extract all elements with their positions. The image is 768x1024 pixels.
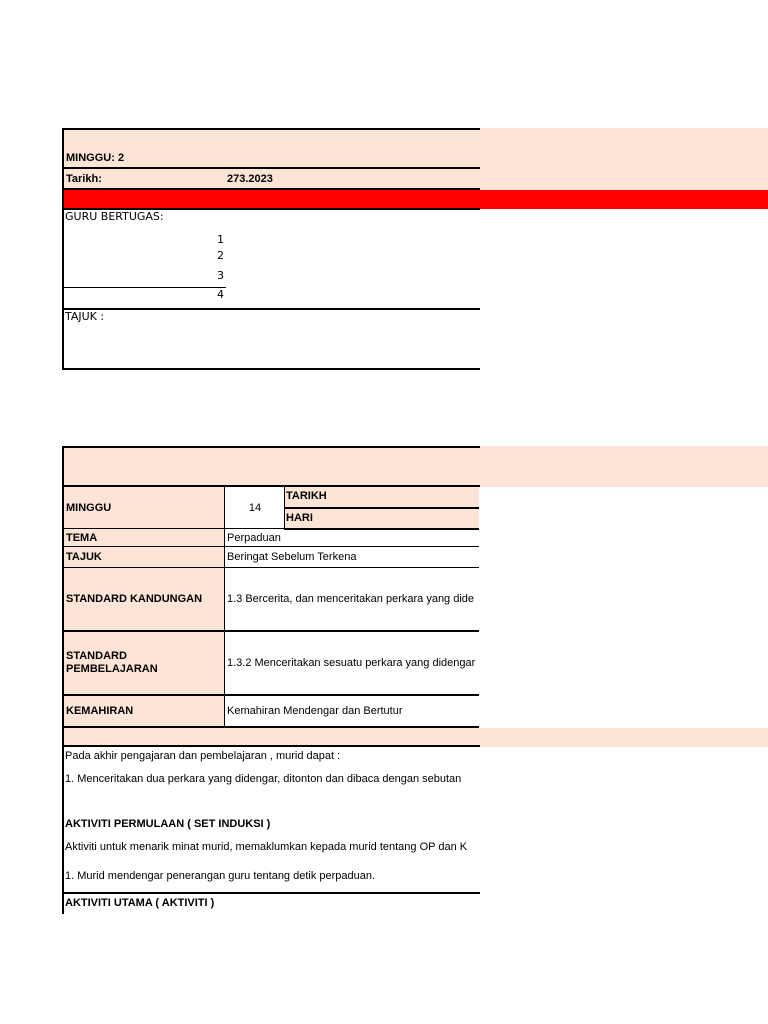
lesson-minggu-label: MINGGU [66,501,112,514]
lesson-tarikh-label: TARIKH [286,490,327,502]
lesson-tema-label: TEMA [66,531,98,544]
lesson-sp-value-cell [224,632,479,696]
duty-guru-divider [64,287,226,288]
lesson-aktiviti-utama-heading: AKTIVITI UTAMA ( AKTIVITI ) [65,897,215,909]
lesson-kemahiran-value-cell [224,696,479,728]
duty-guru-label: GURU BERTUGAS: [65,210,164,223]
lesson-hari-cell [284,509,479,530]
lesson-tajuk-label-cell [62,547,225,568]
lesson-sp-value: 1.3.2 Menceritakan sesuatu perkara yang didengar [227,657,476,669]
lesson-tajuk-label: TAJUK [66,551,102,563]
lesson-header-band-2 [62,466,480,487]
lesson-tarikh-cell [284,487,479,509]
lesson-tema-value-cell [224,529,479,547]
duty-tajuk-label: TAJUK : [65,310,105,323]
lesson-sk-value-cell [224,568,479,632]
duty-red-band [62,190,480,210]
duty-header-band [62,128,480,150]
duty-tarikh-row [62,169,480,190]
lesson-tema-label-cell [62,529,225,547]
lesson-sk-label: STANDARD KANDUNGAN [66,593,203,605]
duty-guru-number-1: 1 [217,233,224,246]
duty-red-band-ext [480,190,768,209]
duty-minggu-label: MINGGU: 2 [66,152,125,164]
duty-guru-number-2: 2 [217,249,224,262]
lesson-set-induksi-desc: Aktiviti untuk menarik minat murid, memaklumkan kepada murid tentang OP dan K [65,841,468,853]
duty-tajuk-section [62,308,480,370]
lesson-objective-intro: Pada akhir pengajaran dan pembelajaran , murid dapat : [65,750,341,762]
duty-tarikh-value: 273.2023 [227,173,273,185]
duty-header-band-ext [480,128,768,190]
lesson-sk-label-cell [62,568,225,632]
duty-tarikh-label: Tarikh: [66,173,102,185]
lesson-hari-label: HARI [286,512,313,524]
lesson-kemahiran-label-cell [62,696,225,728]
lesson-aktiviti-utama [62,894,480,914]
lesson-sk-value: 1.3 Bercerita, dan menceritakan perkara yang dide [227,593,475,605]
duty-guru-number-4: 4 [217,288,224,301]
lesson-body [62,747,480,894]
duty-minggu-row [62,148,480,169]
lesson-header-band-1 [62,446,480,468]
duty-guru-section [62,210,480,308]
lesson-sp-label: STANDARD PEMBELAJARAN [66,650,158,675]
lesson-kemahiran-label: KEMAHIRAN [66,705,134,717]
lesson-sp-label-cell [62,632,225,696]
lesson-tema-value: Perpaduan [227,531,281,544]
lesson-objective-band [62,728,480,747]
lesson-objective-1: 1. Menceritakan dua perkara yang didengar, ditonton dan dibaca dengan sebutan [65,773,462,785]
lesson-set-induksi-1: 1. Murid mendengar penerangan guru tentang detik perpaduan. [65,870,376,882]
lesson-objective-band-ext [480,728,768,747]
duty-guru-number-3: 3 [217,269,224,282]
lesson-set-induksi-heading: AKTIVITI PERMULAAN ( SET INDUKSI ) [65,818,271,830]
lesson-kemahiran-value: Kemahiran Mendengar dan Bertutur [227,705,403,717]
lesson-minggu-value: 14 [248,501,262,514]
lesson-tajuk-value-cell [224,547,479,568]
lesson-header-band-ext [480,446,768,487]
lesson-minggu-value-cell [224,487,285,529]
lesson-tajuk-value: Beringat Sebelum Terkena [227,551,357,563]
lesson-minggu-cell [62,487,225,529]
